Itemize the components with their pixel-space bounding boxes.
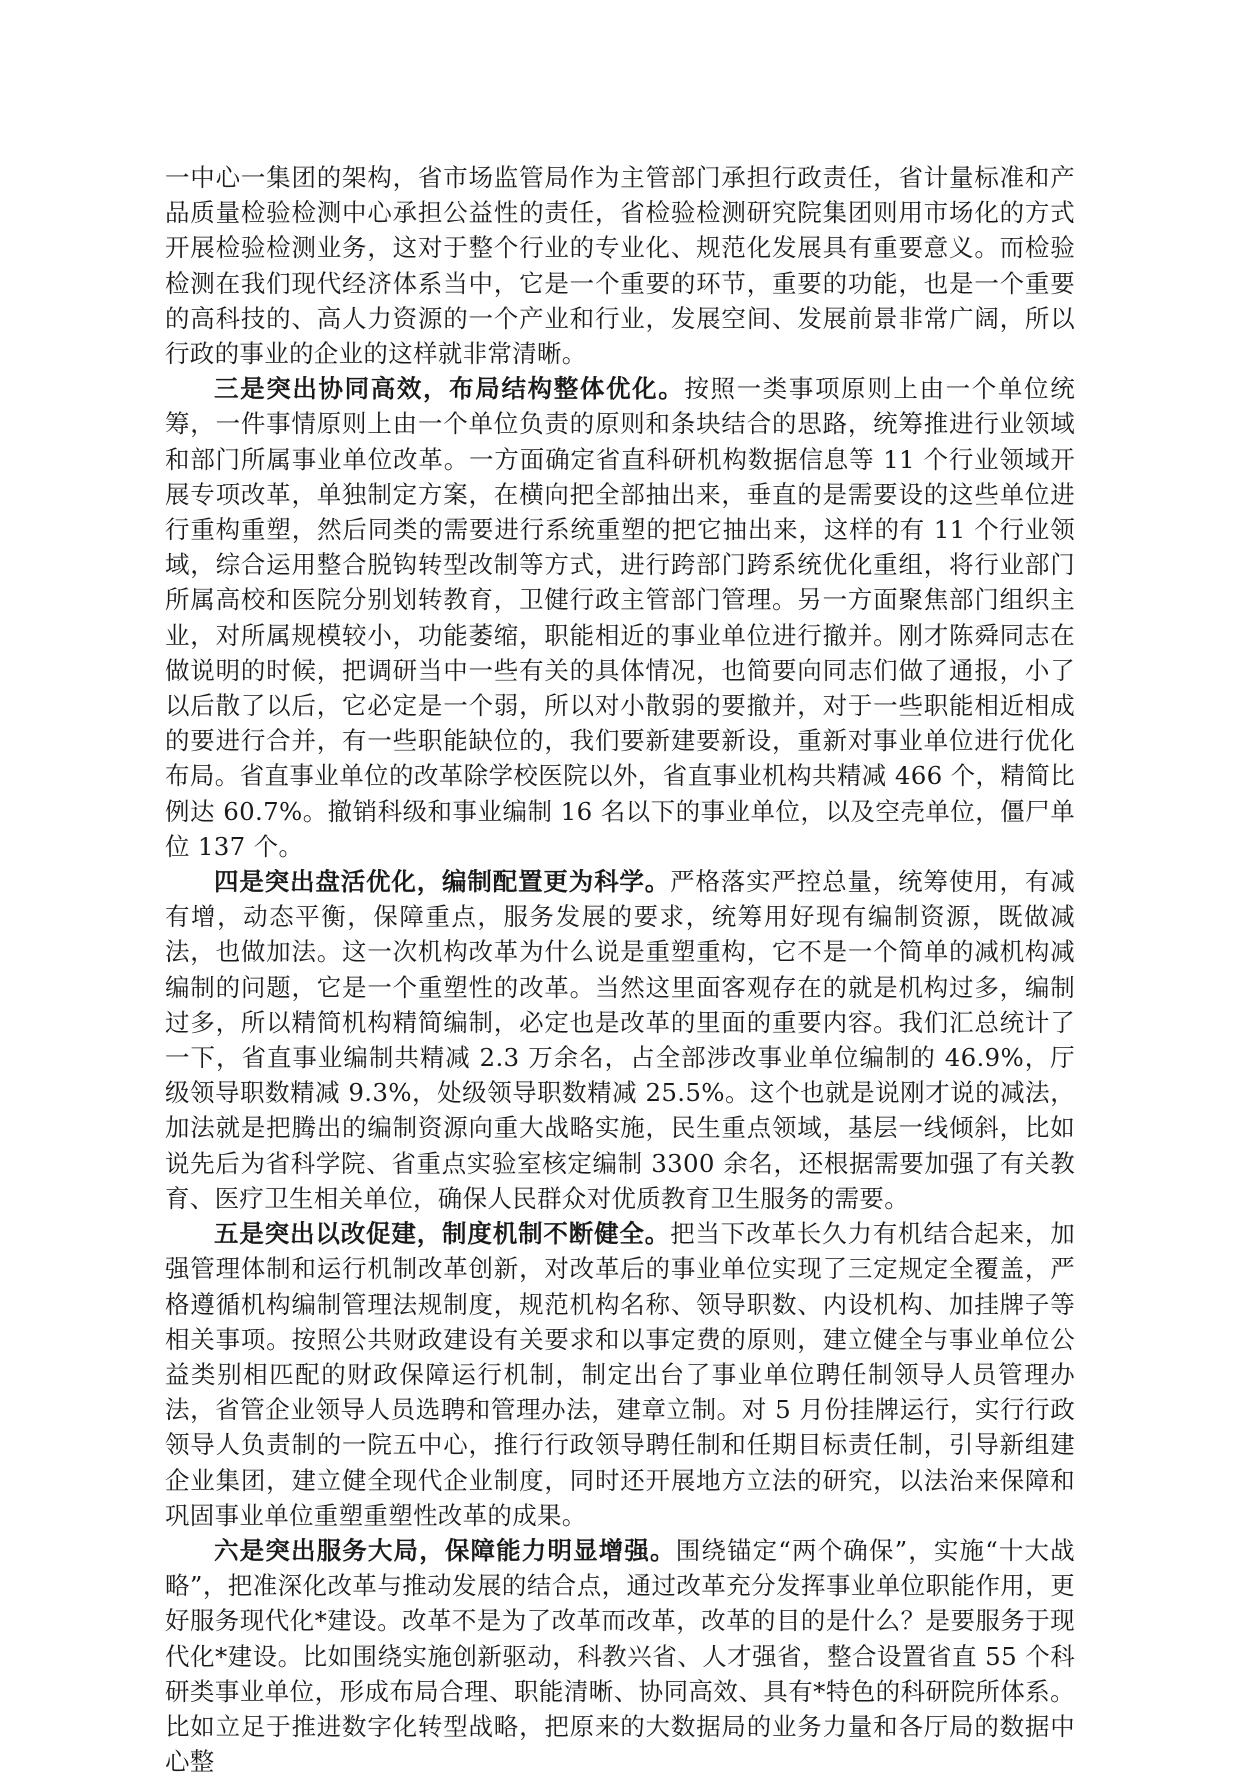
paragraph-4-lead: 五是突出以改促建，制度机制不断健全。 [214,1219,671,1249]
paragraph-4 [165,1216,1075,1533]
paragraph-3 [165,864,1075,1216]
paragraph-5 [165,1533,1075,1779]
paragraph-4-body: 把当下改革长久力有机结合起来，加强管理体制和运行机制改革创新，对改革后的事业单位实现了三定规定全覆盖，严格遵循机构编制管理法规制度，规范机构名称、领导职数、内设机构、加挂牌子等相关事项。按照公共财政建设有关要求和以事定费的原则，建立健全与事业单位公益类别相匹配的财政保障运行机制，制定出台了事业单位聘任制领导人员管理办法，省管企业领导人员选聘和管理办法，建章立制。对 5 月份挂牌运行，实行行政领导人负责制的一院五中心，推行行政领导聘任制和任期目标责任制，引导新组建企业集团，建立健全现代企业制度，同时还开展地方立法的研究，以法治来保障和巩固事业单位重塑重塑性改革的成果。 [165,1219,1075,1530]
paragraph-1-body: 一中心一集团的架构，省市场监管局作为主管部门承担行政责任，省计量标准和产品质量检验检测中心承担公益性的责任，省检验检测研究院集团则用市场化的方式开展检验检测业务，这对于整个行业的专业化、规范化发展具有重要意义。而检验检测在我们现代经济体系当中，它是一个重要的环节，重要的功能，也是一个重要的高科技的、高人力资源的一个产业和行业，发展空间、发展前景非常广阔，所以行政的事业的企业的这样就非常清晰。 [165,163,1075,369]
paragraph-1 [165,160,1075,371]
paragraph-3-body: 严格落实严控总量，统筹使用，有减有增，动态平衡，保障重点，服务发展的要求，统筹用好现有编制资源，既做减法，也做加法。这一次机构改革为什么说是重塑重构，它不是一个简单的减机构减编制的问题，它是一个重塑性的改革。当然这里面客观存在的就是机构过多，编制过多，所以精简机构精简编制，必定也是改革的里面的重要内容。我们汇总统计了一下，省直事业编制共精减 2.3 万余名，占全部涉改事业单位编制的 46.9%，厅级领导职数精减 9.3%，处级领导职数精减 25.5%。这个也就是说刚才说的减法，加法就是把腾出的编制资源向重大战略实施，民生重点领域，基层一线倾斜，比如说先后为省科学院、省重点实验室核定编制 3300 余名，还根据需要加强了有关教育、医疗卫生相关单位，确保人民群众对优质教育卫生服务的需要。 [165,867,1075,1213]
paragraph-5-lead: 六是突出服务大局，保障能力明显增强。 [214,1535,676,1565]
paragraph-3-lead: 四是突出盘活优化，编制配置更为科学。 [214,867,671,897]
paragraph-2-body: 按照一类事项原则上由一个单位统筹，一件事情原则上由一个单位负责的原则和条块结合的思路，统筹推进行业领域和部门所属事业单位改革。一方面确定省直科研机构数据信息等 11 个行业领域开展专项改革，单独制定方案，在横向把全部抽出来，垂直的是需要设的这些单位进行重构重塑，然后同类的需要进行系统重塑的把它抽出来，这样的有 11 个行业领域，综合运用整合脱钩转型改制等方式，进行跨部门跨系统优化重组，将行业部门所属高校和医院分别划转教育，卫健行政主管部门管理。另一方面聚焦部门组织主业，对所属规模较小，功能萎缩，职能相近的事业单位进行撤并。刚才陈舜同志在做说明的时候，把调研当中一些有关的具体情况，也简要向同志们做了通报，小了以后散了以后，它必定是一个弱，所以对小散弱的要撤并，对于一些职能相近相成的要进行合并，有一些职能缺位的，我们要新建要新设，重新对事业单位进行优化布局。省直事业单位的改革除学校医院以外，省直事业机构共精减 466 个，精简比例达 60.7%。撤销科级和事业编制 16 名以下的事业单位，以及空壳单位，僵尸单位 137 个。 [165,374,1075,861]
paragraph-2-lead: 三是突出协同高效，布局结构整体优化。 [214,374,685,404]
document-page [165,160,1075,1779]
paragraph-2 [165,371,1075,864]
paragraph-5-body: 围绕锚定“两个确保”，实施“十大战略”，把准深化改革与推动发展的结合点，通过改革充分发挥事业单位职能作用，更好服务现代化*建设。改革不是为了改革而改革，改革的目的是什么？是要服务于现代化*建设。比如围绕实施创新驱动，科教兴省、人才强省，整合设置省直 55 个科研类事业单位，形成布局合理、职能清晰、协同高效、具有*特色的科研院所体系。比如立足于推进数字化转型战略，把原来的大数据局的业务力量和各厅局的数据中心整 [165,1535,1075,1777]
